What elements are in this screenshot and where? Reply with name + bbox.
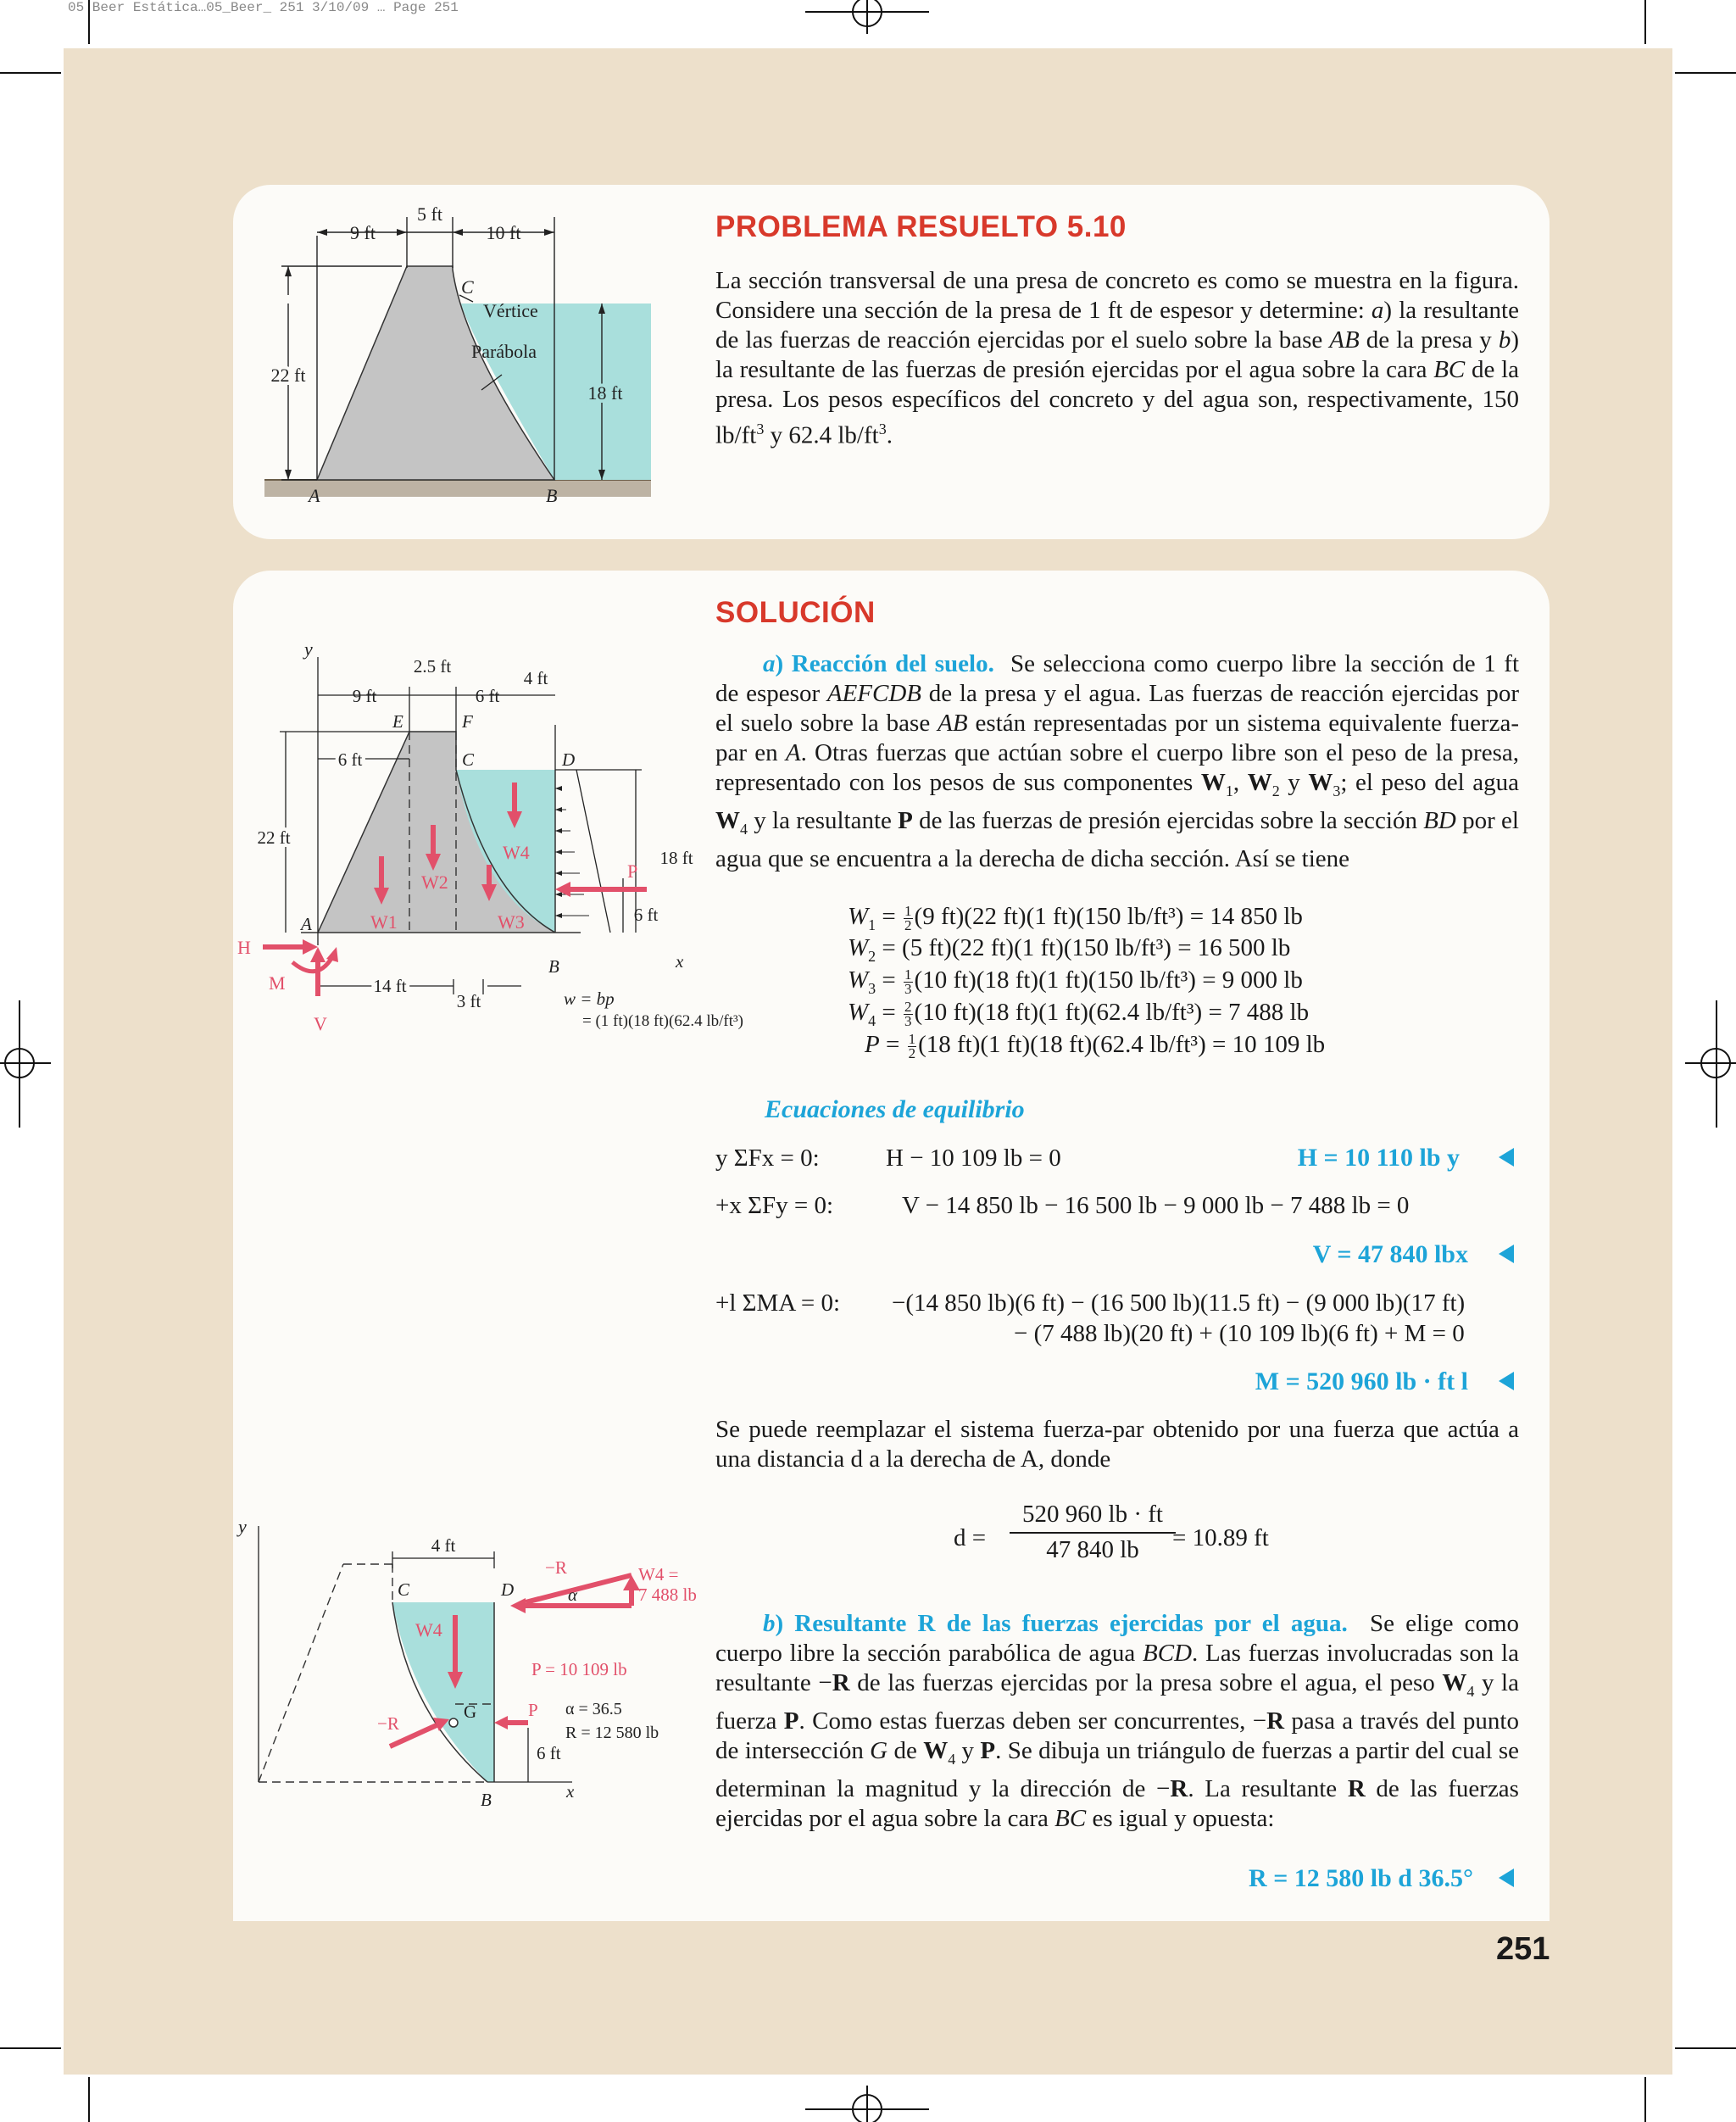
page-number: 251 xyxy=(1496,1931,1550,1967)
ground xyxy=(264,480,651,497)
svg-text:W4: W4 xyxy=(503,842,530,863)
svg-text:E: E xyxy=(392,711,403,732)
eq-fy: +x ΣFy = 0: xyxy=(715,1192,834,1219)
fig1-label-parabola: Parábola xyxy=(471,341,537,362)
svg-text:6 ft: 6 ft xyxy=(633,905,659,925)
svg-text:V: V xyxy=(314,1013,327,1034)
svg-text:4 ft: 4 ft xyxy=(523,668,548,688)
svg-text:D: D xyxy=(501,1579,515,1600)
svg-text:6 ft: 6 ft xyxy=(337,749,363,770)
svg-text:−R: −R xyxy=(377,1713,399,1734)
svg-text:W4: W4 xyxy=(415,1619,442,1640)
svg-text:W3: W3 xyxy=(498,911,525,933)
eq-fx-body: H − 10 109 lb = 0 xyxy=(886,1145,1061,1172)
eq-w3: $W_3$ = $\frac{1}{3}$ (10 ft)(18 ft)(1 ft)(150 lb/ft³) = 9 000 lb xyxy=(848,966,1303,997)
svg-text:7 488 lb: 7 488 lb xyxy=(638,1585,697,1605)
svg-text:A: A xyxy=(301,914,312,934)
problem-statement: La sección transversal de una presa de concreto es como se muestra en la figura. Considere una sección de la presa de 1 ft de espesor y determine: a) la resultante de las fuerzas de reacción ejercidas por el suelo sobre la base AB de la presa y b) la resultante de las fuerzas de presión ejercidas por el agua sobre la cara BC de la presa. Los pesos específicos del concreto y del agua son, respectivamente, 150 $lb/ft^3$ y 62.4 $lb/ft^3$. xyxy=(715,267,1519,449)
svg-text:F: F xyxy=(462,711,473,732)
svg-text:2.5 ft: 2.5 ft xyxy=(413,656,452,677)
svg-text:x: x xyxy=(566,1781,575,1802)
fig1-dim-10: 10 ft xyxy=(486,222,521,243)
svg-text:P: P xyxy=(528,1700,538,1720)
svg-text:P: P xyxy=(627,860,638,882)
fig1-label-a: A xyxy=(309,485,320,506)
svg-text:22 ft: 22 ft xyxy=(257,827,291,848)
svg-text:x: x xyxy=(676,951,684,972)
dam-figure xyxy=(263,202,661,515)
fig1-dim-22: 22 ft xyxy=(270,365,306,386)
part-a-text: a) Reacción del suelo. Se selecciona como cuerpo libre la sección de 1 ft de espesor AEFCDB de la presa y el agua. Las fuerzas de reacción ejercidas por el suelo sobre la base AB están representadas por un sistema equivalente fuerza-par en A. Otras fuerzas que actúan sobre el cuerpo libre son el peso de la presa, representado con los pesos de sus componentes $W_1$, $W_2$ y $W_3$; el peso del agua $W_4$ y la resultante P de las fuerzas de presión ejercidas sobre la sección BD por el agua que se encuentra a la derecha de dicha sección. Así se tiene xyxy=(715,650,1520,872)
eq-m-body2: − (7 488 lb)(20 ft) + (10 109 lb)(6 ft) + M = 0 xyxy=(1014,1320,1465,1347)
svg-text:R = 12 580 lb: R = 12 580 lb xyxy=(565,1724,659,1742)
svg-text:C: C xyxy=(398,1579,410,1600)
eq-fx: y ΣFx = 0: xyxy=(715,1145,820,1172)
fig1-dim-5: 5 ft xyxy=(417,203,442,225)
eq-fy-body: V − 14 850 lb − 16 500 lb − 9 000 lb − 7 488 lb = 0 xyxy=(902,1192,1410,1219)
answer-v: V = 47 840 lbx xyxy=(1312,1240,1468,1268)
svg-text:α = 36.5: α = 36.5 xyxy=(565,1700,622,1718)
svg-text:9 ft: 9 ft xyxy=(352,686,377,706)
svg-text:18 ft: 18 ft xyxy=(659,848,693,868)
fig1-label-c: C xyxy=(461,276,474,298)
answer-marker xyxy=(1499,1148,1514,1167)
svg-text:W4 =: W4 = xyxy=(638,1564,679,1585)
equilibrium-heading: Ecuaciones de equilibrio xyxy=(765,1095,1025,1123)
eq-w4: $W_4$ = $\frac{2}{3}$ (10 ft)(18 ft)(1 ft)(62.4 lb/ft³) = 7 488 lb xyxy=(848,998,1310,1029)
eq-w2: $W_2 = (5$ ft)(22 ft)(1 ft)(150 lb/ft³) = 16 500 lb xyxy=(848,934,1291,965)
fig1-dim-18: 18 ft xyxy=(587,382,623,404)
solution-title: SOLUCIÓN xyxy=(715,596,876,629)
answer-marker xyxy=(1499,1372,1514,1390)
svg-text:G: G xyxy=(464,1701,477,1722)
svg-text:w = bp: w = bp xyxy=(564,989,615,1009)
svg-text:D: D xyxy=(562,749,576,770)
svg-text:−R: −R xyxy=(545,1557,567,1578)
svg-text:B: B xyxy=(481,1790,492,1810)
svg-text:3 ft: 3 ft xyxy=(456,991,481,1011)
svg-text:H: H xyxy=(237,937,251,958)
problem-title: PROBLEMA RESUELTO 5.10 xyxy=(715,210,1127,243)
replace-text: Se puede reemplazar el sistema fuerza-par obtenido por una fuerza que actúa a una distancia d a la derecha de A, donde xyxy=(715,1416,1519,1473)
svg-text:6 ft: 6 ft xyxy=(475,686,500,706)
answer-marker xyxy=(1499,1869,1514,1887)
svg-text:14 ft: 14 ft xyxy=(373,976,407,996)
svg-text:W2: W2 xyxy=(421,872,448,893)
fig1-label-vertex: Vértice xyxy=(483,300,538,321)
svg-text:W1: W1 xyxy=(370,911,398,933)
svg-text:6 ft: 6 ft xyxy=(537,1743,561,1763)
eq-m-body1: −(14 850 lb)(6 ft) − (16 500 lb)(11.5 ft) − (9 000 lb)(17 ft) xyxy=(892,1289,1466,1317)
svg-text:y: y xyxy=(238,1516,247,1537)
eq-m: +l ΣMA = 0: xyxy=(715,1289,841,1317)
svg-text:P = 10 109 lb: P = 10 109 lb xyxy=(531,1659,627,1679)
answer-h: H = 10 110 lb y xyxy=(1297,1144,1460,1172)
part-b-text: b) Resultante R de las fuerzas ejercidas por el agua. Se elige como cuerpo libre la sección parabólica de agua BCD. Las fuerzas involucradas son la resultante −R de las fuerzas ejercidas por la presa sobre el agua, el peso $W_4$ y la fuerza P. Como estas fuerzas deben ser concurrentes, −R pasa a través del punto de intersección G de $W_4$ y P. Se dibuja un triángulo de fuerzas a partir del cual se determinan la magnitud y la dirección de −R. La resultante R de las fuerzas ejercidas por el agua sobre la cara BC es igual y opuesta: xyxy=(715,1610,1520,1832)
answer-r: R = 12 580 lb d 36.5° xyxy=(1249,1864,1473,1892)
free-body-diagram-dam xyxy=(233,638,743,1047)
answer-marker xyxy=(1499,1245,1514,1263)
svg-text:y: y xyxy=(304,638,313,660)
answer-m: M = 520 960 lb · ft l xyxy=(1255,1367,1468,1395)
svg-text:4 ft: 4 ft xyxy=(431,1535,456,1556)
fig1-dim-9: 9 ft xyxy=(350,222,376,243)
eq-p: P = $\frac{1}{2}$ (18 ft)(1 ft)(18 ft)(62.4 lb/ft³) = 10 109 lb xyxy=(865,1030,1326,1061)
svg-text:= (1 ft)(18 ft)(62.4 lb/ft³): = (1 ft)(18 ft)(62.4 lb/ft³) xyxy=(582,1012,743,1030)
svg-text:α: α xyxy=(568,1585,578,1605)
svg-text:C: C xyxy=(462,749,475,770)
fig1-label-b: B xyxy=(546,485,558,506)
eq-w1: $W_1$ = $\frac{1}{2}$ (9 ft)(22 ft)(1 ft)(150 lb/ft³) = 14 850 lb xyxy=(848,902,1303,933)
water-free-body-diagram xyxy=(233,1518,725,1814)
print-slug: 05 Beer Estática…05_Beer_ 251 3/10/09 … Page 251 xyxy=(68,0,459,15)
svg-text:B: B xyxy=(548,956,559,977)
svg-text:M: M xyxy=(269,972,286,994)
